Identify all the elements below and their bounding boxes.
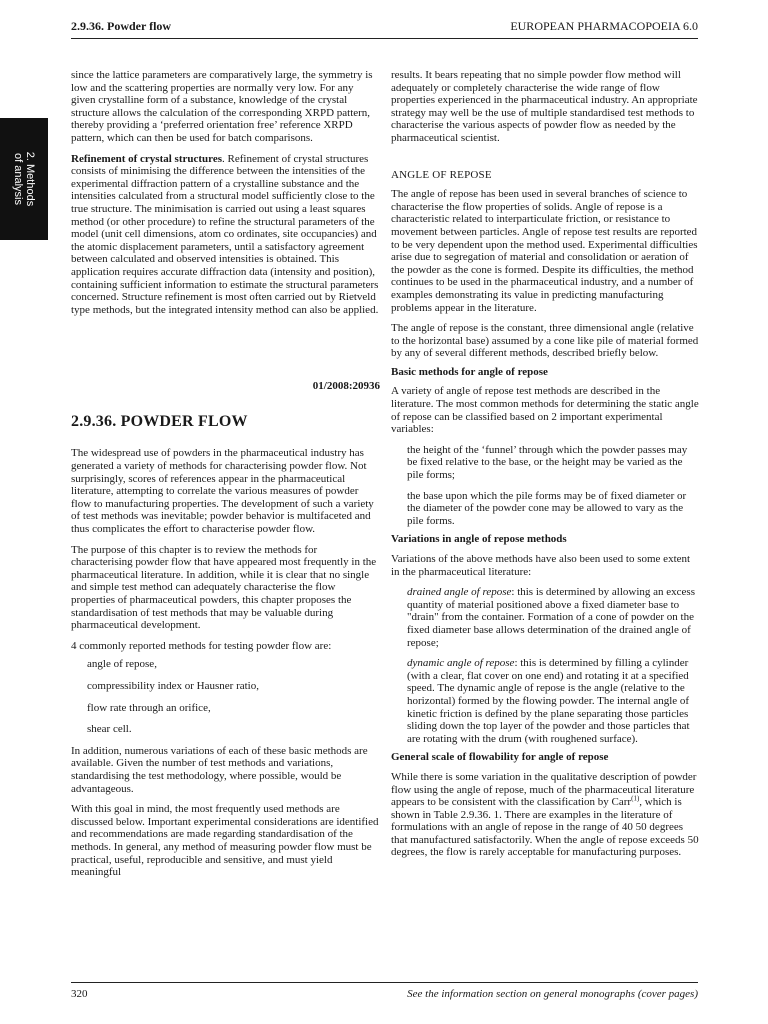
document-id: 01/2008:20936 bbox=[312, 380, 380, 393]
dynamic-angle-item bbox=[407, 657, 700, 745]
left-paragraph-purpose: The purpose of this chapter is to review the methods for characterising powder flow that have appeared most frequently in the pharmaceutical literature. In addition, while it is clear that no single and simple test method can adequately characterise the flow properties of pharmaceutical powders, this chapter proposes the standardisation of test methods that may be valuable during pharmaceutical development. bbox=[71, 543, 377, 632]
footer-note: See the information section on general monographs (cover pages) bbox=[407, 988, 698, 1000]
header-divider bbox=[71, 38, 698, 39]
chapter-side-tab bbox=[0, 118, 48, 240]
left-paragraph-variations: In addition, numerous variations of each of these basic methods are available. Given the number of test methods and variations, standardising the test methodology, where possible, would be advantageous. bbox=[71, 744, 368, 795]
left-paragraph-goal: With this goal in mind, the most frequently used methods are discussed below. Important experimental considerations are identified and recommendations are made regarding standardisation of the methods. In general, any method of measuring powder flow must be practical, useful, reproducible and sensitive, and must yield meaningful bbox=[71, 803, 379, 879]
dynamic-angle-term: dynamic angle of repose bbox=[407, 657, 515, 670]
side-tab-line1: 2. Methods bbox=[24, 151, 36, 207]
page-number: 320 bbox=[71, 988, 88, 1000]
right-paragraph-basic-methods: A variety of angle of repose test methods are described in the literature. The most common methods for determining the static angle of repose can be classified based on 2 important experimental variables: bbox=[391, 385, 699, 436]
heading-variations: Variations in angle of repose methods bbox=[391, 533, 567, 546]
heading-angle-of-repose: ANGLE OF REPOSE bbox=[391, 168, 492, 181]
carr-reference: (1) bbox=[631, 794, 640, 803]
left-paragraph-1: since the lattice parameters are comparatively large, the symmetry is low and the scattering properties are normally very low. For any given crystalline form of a substance, knowledge of the crystal structure allows the calculation of the corresponding XRPD pattern, thereby providing a ‘preferred orientation free’ reference XRPD pattern, which can then be used for batch comparisons. bbox=[71, 69, 373, 144]
right-column bbox=[391, 69, 700, 867]
side-tab-line2: of analysis bbox=[12, 153, 24, 205]
heading-flowability-scale: General scale of flowability for angle of repose bbox=[391, 751, 609, 764]
carr-text-b: , which is shown in Table 2.9.36. 1. There are examples in the literature of formulations with an angle of repose in the range of 40 50 degrees that manufactured satisfactorily. When the angle of repose exceeds 50 degrees, the flow is rarely acceptable for manufacturing purposes. bbox=[391, 796, 699, 859]
drained-angle-term: drained angle of repose bbox=[407, 586, 512, 599]
right-paragraph-variations: Variations of the above methods have also been used to some extent in the pharmaceutical literature: bbox=[391, 553, 691, 578]
left-paragraph-intro: The widespread use of powders in the pharmaceutical industry has generated a variety of methods for characterising powder flow. Not surprisingly, scores of references appear in the pharmaceutical literature, attempting to correlate the various measures of powder flow to manufacturing properties. The development of such a variety of test methods was inevitable; powder behavior is multifaceted and thus complicates the effort to characterise powder flow. bbox=[71, 447, 374, 536]
heading-basic-methods: Basic methods for angle of repose bbox=[391, 365, 548, 378]
footer-divider bbox=[71, 982, 698, 983]
right-paragraph-carr bbox=[391, 771, 700, 859]
right-paragraph-1: results. It bears repeating that no simple powder flow method will adequately or completely characterise the wide range of flow properties experienced in the pharmaceutical industry. An appropriate strategy may well be the use of multiple standardised test methods to characterise the various aspects of powder flow as needed by the pharmaceutical scientist. bbox=[391, 69, 698, 144]
running-header-publication: EUROPEAN PHARMACOPOEIA 6.0 bbox=[510, 19, 698, 33]
dynamic-angle-text: : this is determined by filling a cylinder (with a clear, flat cover on one end) and rotating it at a specified speed. The dynamic angle of repose is the angle (relative to the horizontal) formed by the flowing powder. The internal angle of kinetic friction is defined by the plane separating those particles sliding down the top layer of the powder and those particles that are rotating with the drum (with roughened surface). bbox=[407, 657, 690, 745]
list-item: angle of repose, bbox=[87, 658, 157, 671]
variable-base-diameter: the base upon which the pile forms may be of fixed diameter or the diameter of the powder cone may be allowed to vary as the pile forms. bbox=[407, 489, 687, 527]
left-column bbox=[71, 69, 380, 887]
list-item: compressibility index or Hausner ratio, bbox=[87, 679, 259, 692]
drained-angle-text: : this is determined by allowing an excess quantity of material positioned above a fixed diameter base to "drain" from the container. Formation of a cone of powder on the fixed diameter base allows determination of the drained angle of repose; bbox=[407, 586, 695, 649]
left-paragraph-refinement bbox=[71, 153, 380, 317]
carr-text-a: While there is some variation in the qualitative description of powder flow using the angle of repose, much of the pharmaceutical literature appears to be consistent with the classification by Carr bbox=[391, 770, 697, 809]
drained-angle-item bbox=[407, 586, 700, 649]
right-paragraph-angle-intro: The angle of repose has been used in several branches of science to characterise the flow properties of solids. Angle of repose is a characteristic related to interparticulate friction, or resistance to movement between particles. Angle of repose test results are reported to be very dependent upon the method used. Experimental difficulties arise due to segregation of material and consolidation or aeration of the powder as the cone is formed. Despite its difficulties, the method continues to be used in the pharmaceutical industry, and a number of examples demonstrating its value in predicting manufacturing problems appear in the literature. bbox=[391, 188, 698, 314]
left-paragraph-methods-lead: 4 commonly reported methods for testing powder flow are: bbox=[71, 639, 332, 652]
list-item: shear cell. bbox=[87, 723, 132, 736]
section-title: 2.9.36. POWDER FLOW bbox=[71, 412, 248, 430]
list-item: flow rate through an orifice, bbox=[87, 701, 211, 714]
running-header-section: 2.9.36. Powder flow bbox=[71, 19, 172, 33]
variable-funnel-height: the height of the ‘funnel’ through which the powder passes may be fixed relative to the base, or the height may be varied as the pile forms; bbox=[407, 443, 688, 482]
side-tab-label bbox=[12, 152, 36, 206]
right-paragraph-angle-definition: The angle of repose is the constant, three dimensional angle (relative to the horizontal base) assumed by a cone like pile of material formed by any of several different methods, described briefly below. bbox=[391, 322, 699, 360]
refinement-text: . Refinement of crystal structures consists of minimising the difference between the intensities of the experimental diffraction pattern of a crystalline substance and the intensities calculated from a structural model sufficiently close to the true structure. The minimisation is carried out using a least squares method (or other procedure) to refine the structural parameters of the model (unit cell dimensions, atom co ordinates, site occupancies) and the atomic displacement parameters, until a satisfactory agreement between calculated and observed intensities is obtained. This application requires accurate diffraction data (intensity and position), containing sufficient information to estimate the structural parameters concerned. Structure refinement is most often carried out by Rietveld type methods, but the integrated intensity method can also be applied. bbox=[71, 152, 379, 316]
refinement-run-in-heading: Refinement of crystal structures bbox=[71, 152, 223, 165]
